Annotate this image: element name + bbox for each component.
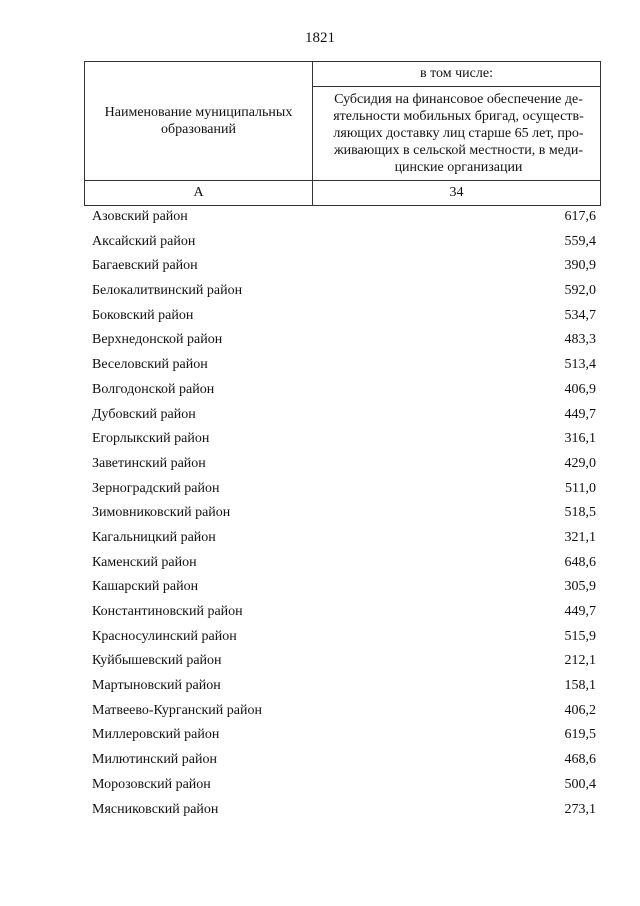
row-value: 273,1 (564, 801, 596, 817)
column-code-row (85, 180, 600, 205)
table-row (92, 576, 596, 601)
row-value: 534,7 (564, 307, 596, 323)
row-name: Куйбышевский район (92, 653, 222, 669)
row-name: Морозовский район (92, 776, 211, 792)
row-name: Багаевский район (92, 258, 198, 274)
row-value: 515,9 (564, 628, 596, 644)
table-row (92, 255, 596, 280)
table-row (92, 601, 596, 626)
row-value: 406,9 (564, 381, 596, 397)
table-row (92, 231, 596, 256)
row-name: Мартыновский район (92, 678, 221, 694)
table-row (92, 206, 596, 231)
table-row (92, 354, 596, 379)
row-value: 158,1 (564, 678, 596, 694)
group-label-header: в том числе: (313, 62, 600, 87)
row-name: Кашарский район (92, 579, 199, 595)
row-name: Верхнедонской район (92, 332, 223, 348)
table-row (92, 329, 596, 354)
row-value: 617,6 (564, 209, 596, 224)
table-row (92, 552, 596, 577)
table-row (92, 305, 596, 330)
page-number: 1821 (305, 30, 335, 46)
row-name: Егорлыкский район (92, 431, 210, 447)
row-value: 513,4 (564, 357, 596, 373)
table-row (92, 404, 596, 429)
subsidy-column-code: 34 (449, 185, 464, 200)
row-value: 518,5 (564, 505, 596, 521)
row-name: Аксайский район (92, 233, 196, 249)
row-value: 500,4 (564, 776, 596, 792)
row-name: Красносулинский район (92, 628, 237, 644)
row-value: 483,3 (564, 332, 596, 348)
row-name: Миллеровский район (92, 727, 220, 743)
subsidy-column-header (313, 87, 600, 180)
table-row (92, 280, 596, 305)
table-row (92, 774, 596, 799)
name-column-code: А (85, 181, 313, 205)
table-row (92, 527, 596, 552)
row-value: 316,1 (564, 431, 596, 447)
table-body (92, 206, 596, 823)
row-value: 559,4 (564, 233, 596, 249)
table-row (92, 749, 596, 774)
table-row (92, 478, 596, 503)
row-name: Константиновский район (92, 604, 243, 619)
row-name: Зерноградский район (92, 480, 220, 496)
table-row (92, 650, 596, 675)
table-row (92, 379, 596, 404)
row-value: 449,7 (564, 604, 596, 619)
row-name: Милютинский район (92, 752, 218, 768)
row-name: Боковский район (92, 307, 194, 323)
row-value: 468,6 (564, 752, 596, 768)
row-value: 305,9 (564, 579, 596, 595)
subsidy-column-header-text: Субсидия на финансовое обеспечение де- ятельности мобильных бригад, осуществ- ляющих доставку лиц старше 65 лет, про- живающих в сельской местности, в меди- цинские организации (333, 92, 584, 175)
name-column-header: Наименование муниципальных образований (85, 62, 313, 180)
row-name: Волгодонской район (92, 381, 215, 397)
row-value: 619,5 (564, 727, 596, 743)
row-name: Кагальницкий район (92, 529, 216, 545)
row-value: 406,2 (564, 702, 596, 718)
table-row (92, 675, 596, 700)
row-value: 212,1 (564, 653, 596, 669)
table-row (92, 700, 596, 725)
table-row (92, 428, 596, 453)
row-value: 321,1 (564, 529, 596, 545)
row-name: Заветинский район (92, 455, 206, 471)
table-row (92, 502, 596, 527)
row-name: Дубовский район (92, 406, 196, 422)
row-name: Каменский район (92, 554, 197, 570)
row-value: 592,0 (564, 283, 596, 299)
row-name: Мясниковский район (92, 801, 219, 817)
row-value: 429,0 (564, 455, 596, 471)
row-name: Белокалитвинский район (92, 283, 243, 299)
row-value: 449,7 (564, 406, 596, 422)
row-value: 390,9 (564, 258, 596, 274)
row-value: 648,6 (564, 554, 596, 570)
table-header (84, 61, 601, 206)
row-name: Веселовский район (92, 357, 208, 373)
row-value: 511,0 (565, 480, 596, 496)
table-row (92, 799, 596, 824)
table-row (92, 626, 596, 651)
row-name: Азовский район (92, 209, 188, 224)
row-name: Зимовниковский район (92, 505, 231, 521)
table-row (92, 724, 596, 749)
row-name: Матвеево-Курганский район (92, 702, 262, 718)
table-row (92, 453, 596, 478)
